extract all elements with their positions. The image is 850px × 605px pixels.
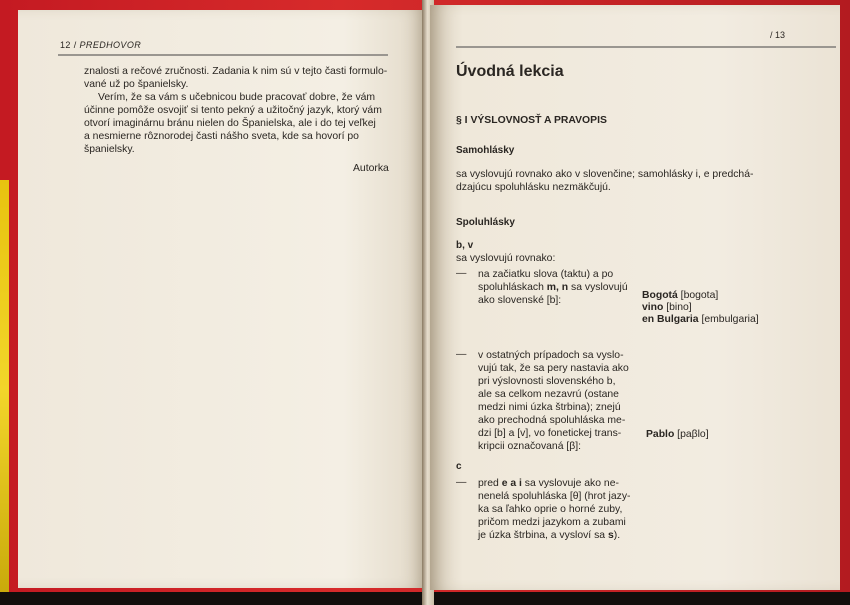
example-bogota: Bogotá [bogota] [642, 290, 719, 301]
example-pablo: Pablo [paβlo] [646, 429, 709, 440]
paragraph2-line-2: účinne pomôže osvojiť si tento pekný a užitočný jazyk, ktorý vám [84, 105, 382, 116]
bv-rule2-line-3: pri výslovnosti slovenského b, [478, 376, 616, 387]
paragraph2-line-5: španielsky. [84, 144, 135, 155]
dash-bv-1: — [456, 268, 467, 279]
left-page-number: 12 / [60, 40, 77, 50]
paragraph1-line-1: znalosti a rečové zručnosti. Zadania k nim sú v tejto časti formulo- [84, 66, 388, 77]
dash-c: — [456, 477, 467, 488]
bv-rule2-line-4: ale sa celkom nezavrú (ostane [478, 389, 619, 400]
dash-bv-2: — [456, 349, 467, 360]
bv-rule2-line-8: kripcii označovaná [β]: [478, 441, 582, 452]
right-page [430, 5, 840, 590]
signature: Autorka [353, 163, 389, 174]
c-rule-line-3: ka sa ľahko oprie o horné zuby, [478, 504, 623, 515]
right-header-rule [456, 46, 836, 48]
paragraph2-line-1: Verím, že sa vám s učebnicou bude pracovať dobre, že vám [98, 92, 376, 103]
vowels-line-2: dzajúcu spoluhlásku nezmäkčujú. [456, 182, 611, 193]
paragraph2-line-4: a nesmierne rôznorodej časti nášho sveta, kde sa hovorí po [84, 131, 359, 142]
bv-rule2-line-7: dzi [b] a [v], vo fonetickej trans- [478, 428, 622, 439]
left-page-section: PREDHOVOR [79, 40, 142, 50]
cover-yellow-strip [0, 180, 9, 600]
bv-rule1-line-3: ako slovenské [b]: [478, 295, 562, 306]
bv-rule1-line-1: na začiatku slova (taktu) a po [478, 269, 614, 280]
left-page [18, 10, 425, 588]
c-rule-line-4: pričom medzi jazykom a zubami [478, 517, 626, 528]
section-title: § I VÝSLOVNOSŤ A PRAVOPIS [456, 115, 607, 126]
bv-rule1-line-2: spoluhláskach m, n sa vyslovujú [478, 282, 628, 293]
bv-label: b, v [456, 240, 474, 251]
bv-rule2-line-1: v ostatných prípadoch sa vyslo- [478, 350, 624, 361]
c-rule-line-1: pred e a i sa vyslovuje ako ne- [478, 478, 619, 489]
c-label: c [456, 461, 462, 472]
lesson-title: Úvodná lekcia [456, 63, 564, 80]
bv-rule2-line-2: vujú tak, že sa pery nastavia ako [478, 363, 629, 374]
c-rule-line-2: nenelá spoluhláska [θ] (hrot jazy- [478, 491, 631, 502]
example-en-bulgaria: en Bulgaria [embulgaria] [642, 314, 759, 325]
left-page-header [60, 40, 141, 50]
paragraph2-line-3: otvorí imaginárnu bránu nielen do Španielska, ale i do tej veľkej [84, 118, 376, 129]
right-page-number: / 13 [770, 30, 786, 40]
example-vino: vino [bino] [642, 302, 692, 313]
left-header-rule [58, 54, 388, 56]
vowels-line-1: sa vyslovujú rovnako ako v slovenčine; samohlásky i, e predchá- [456, 169, 754, 180]
bv-rule2-line-6: ako prechodná spoluhláska me- [478, 415, 626, 426]
c-rule-line-5: je úzka štrbina, a vysloví sa s). [478, 530, 621, 541]
paragraph1-line-2: vané už po španielsky. [84, 79, 189, 90]
vowels-heading: Samohlásky [456, 145, 515, 156]
consonants-heading: Spoluhlásky [456, 217, 515, 228]
bv-rule2-line-5: medzi nimi úzka štrbina); znejú [478, 402, 621, 413]
bv-intro: sa vyslovujú rovnako: [456, 253, 556, 264]
